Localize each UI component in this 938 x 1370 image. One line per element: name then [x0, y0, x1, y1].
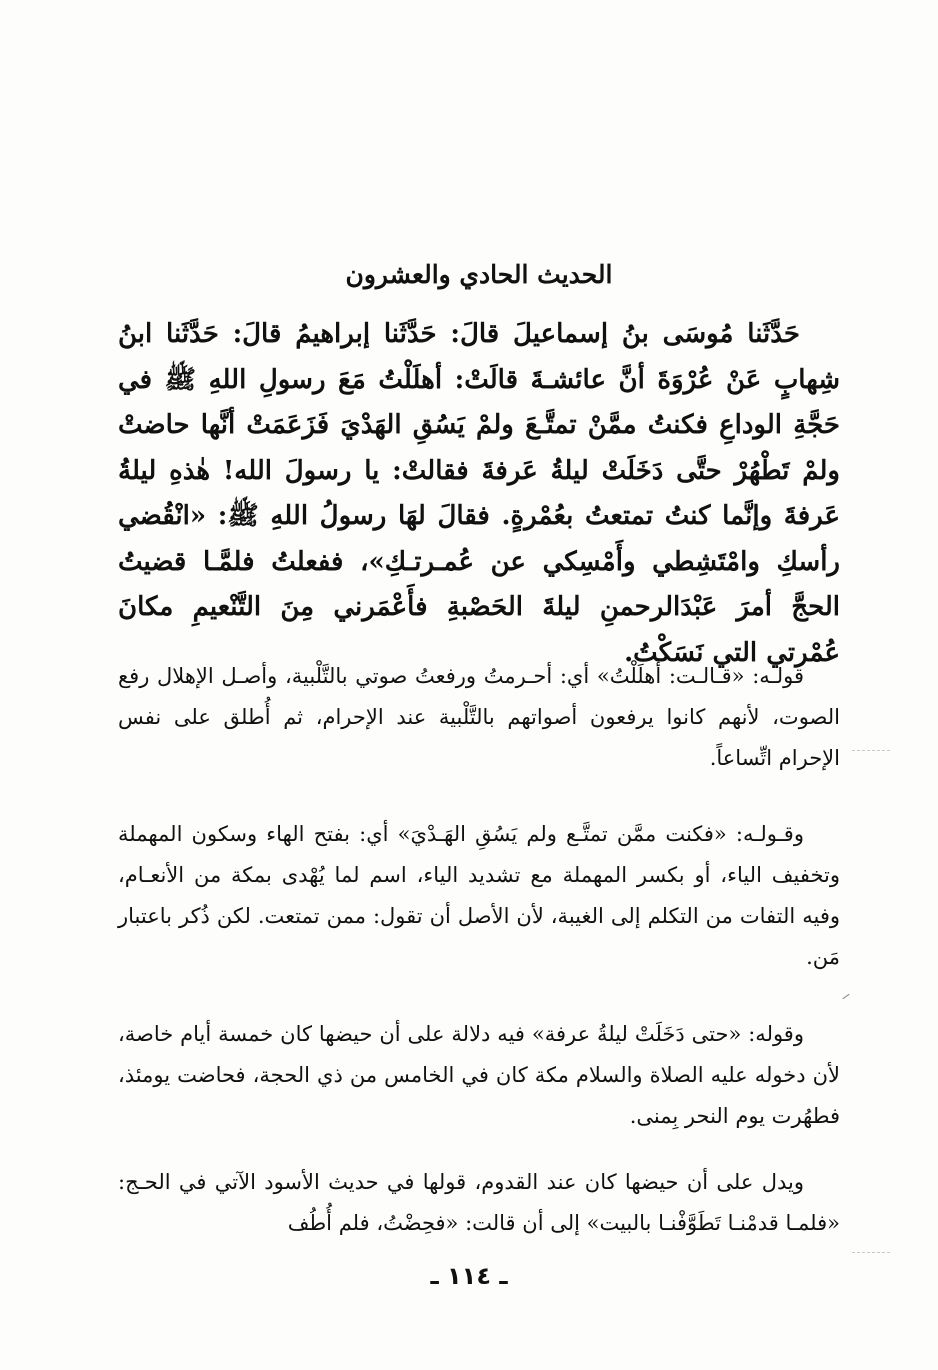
commentary-paragraph-4: ويدل على أن حيضها كان عند القدوم، قولها في حديث الأسود الآتي في الحـج: «فلمـا قدمْنـا تَطَوَّفْنـا بالبيت» إلى أن قالت: «فحِضْتُ، فلم أُطُف — [118, 1170, 840, 1235]
margin-tick-mark — [842, 994, 849, 999]
page-number: ـ ١١٤ ـ — [430, 1262, 508, 1290]
hadith-title: الحديث الحادي والعشرون — [345, 260, 613, 289]
margin-scan-mark — [852, 1252, 890, 1253]
commentary-paragraph-2: وقـولـه: «فكنت ممَّن تمتَّـع ولم يَسُقِ الهَـدْيَ» أي: بفتح الهاء وسكون المهملة وتخفيف الياء، أو بكسر المهملة مع تشديد الياء، اسم لما يُهْدى بمكة من الأنعـام، وفيه التفات من التكلم إلى الغيبة، لأن الأصل أن تقول: ممن تمتعت. لكن ذُكر باعتبار مَن. — [118, 822, 840, 969]
commentary-paragraph-1: قولـه: «قـالـت: أهلَلْتُ» أي: أحـرمتُ ورفعتُ صوتي بالتَّلْبية، وأصـل الإهلال رفع الصوت، لأنهم كانوا يرفعون أصواتهم بالتَّلْبية عند الإحرام، ثم أُطلق على نفس الإحرام اتِّساعاً. — [118, 664, 840, 770]
commentary-paragraph-3: وقوله: «حتى دَخَلَتْ ليلةُ عرفة» فيه دلالة على أن حيضها كان خمسة أيام خاصة، لأن دخوله عليه الصلاة والسلام مكة كان في الخامس من ذي الحجة، فحاضت يومئذ، فطهُرت يوم النحر بِمنى. — [118, 1022, 840, 1128]
hadith-text: حَدَّثَنا مُوسَى بنُ إسماعيلَ قالَ: حَدَّثَنا إبراهيمُ قالَ: حَدَّثَنا ابنُ شِهابٍ عَنْ عُرْوَةَ أنَّ عائشـةَ قالَتْ: أهلَلْتُ مَعَ رسولِ اللهِ ﷺ في حَجَّةِ الوداعِ فكنتُ ممَّنْ تمتَّـعَ ولمْ يَسُقِ الهَدْيَ فَزَعَمَتْ أنَّها حاضتْ ولمْ تَطْهُرْ حتَّى دَخَلَتْ ليلةُ عَرفةَ فقالتْ: يا رسولَ الله! هٰذهِ ليلةُ عَرفةَ وإنَّما كنتُ تمتعتُ بعُمْرةٍ. فقالَ لهَا رسولُ اللهِ ﷺ: «انْقُضي رأسكِ وامْتَشِطي وأَمْسِكي عن عُمـرتـكِ»، ففعلتُ فلمَّـا قضيتُ الحجَّ أمرَ عَبْدَالرحمنِ ليلةَ الحَصْبةِ فأَعْمَرني مِنَ التَّنْعيمِ مكانَ عُمْرتي التي نَسَكْتُ. — [118, 319, 840, 668]
margin-scan-mark — [852, 750, 890, 751]
